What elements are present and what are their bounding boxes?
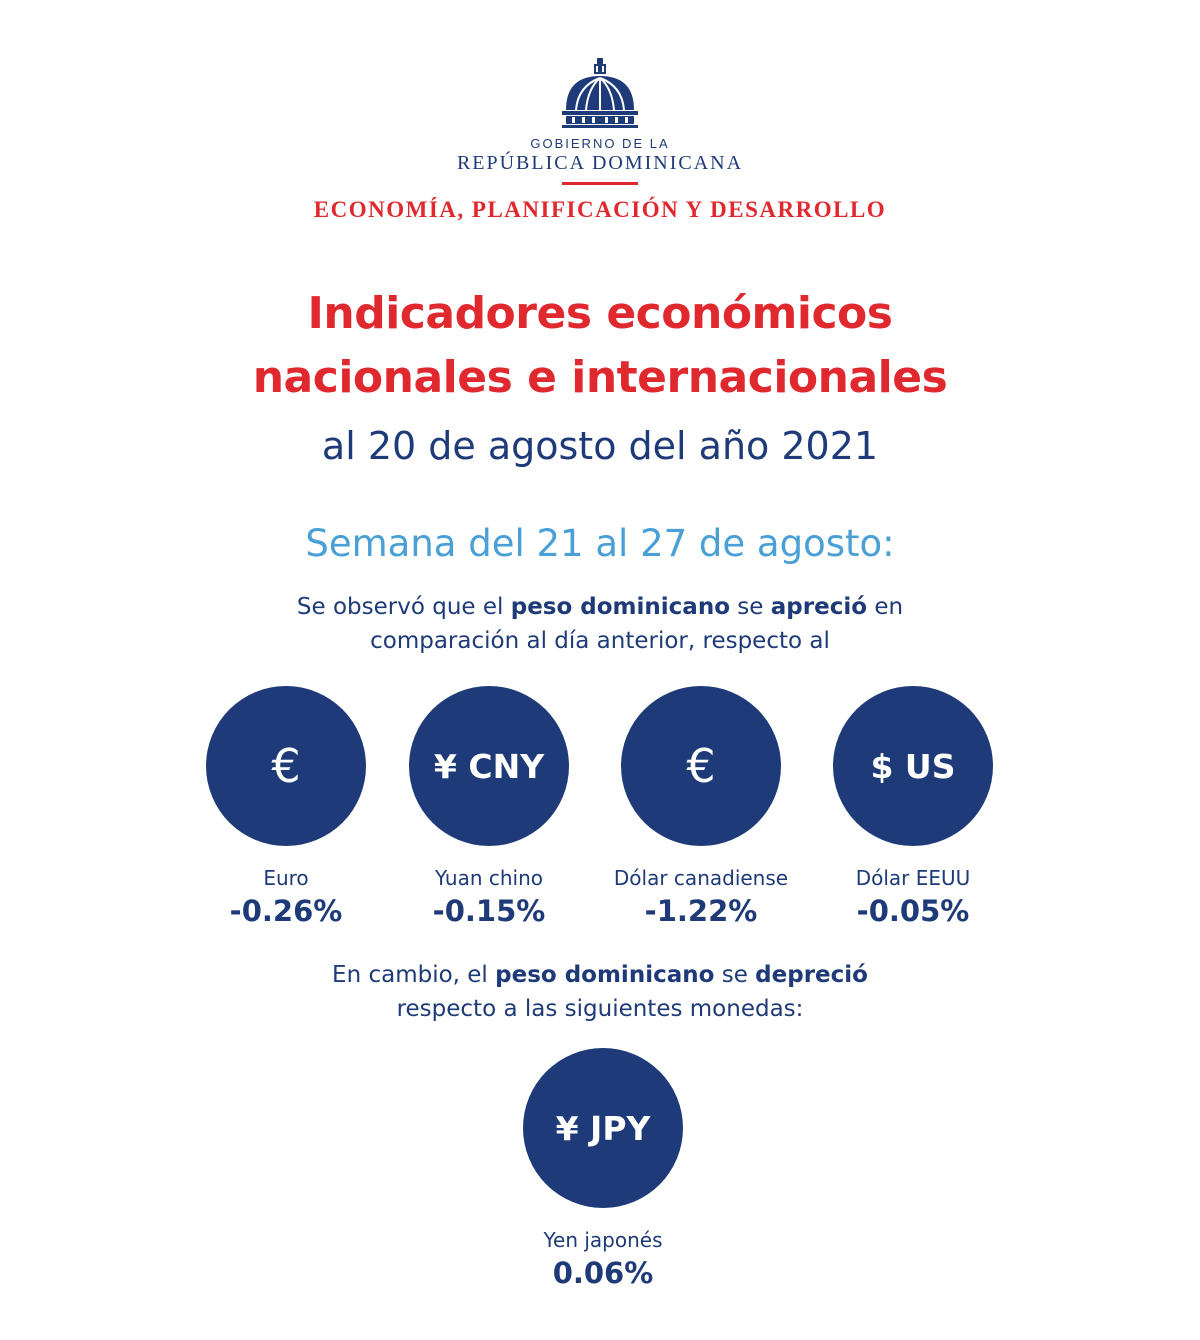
euro-icon: € xyxy=(621,686,781,846)
appreciation-text xyxy=(0,590,1200,658)
page-title-line-1: Indicadores económicos xyxy=(307,288,893,339)
text-segment: comparación al día anterior, respecto al xyxy=(370,628,830,654)
currency-change: -0.26% xyxy=(229,894,343,928)
text-segment: En cambio, el xyxy=(332,962,496,988)
text-segment: se xyxy=(714,962,756,988)
text-segment: se xyxy=(730,594,771,620)
yuan-icon: ¥ CNY xyxy=(409,686,569,846)
report-date: al 20 de agosto del año 2021 xyxy=(321,424,879,468)
divider xyxy=(562,182,638,185)
national-palace-dome-icon xyxy=(560,56,640,128)
currency-jpy xyxy=(483,1048,723,1290)
euro-icon: € xyxy=(206,686,366,846)
depreciation-text xyxy=(0,958,1200,1026)
currency-name: Euro xyxy=(263,866,309,890)
week-heading: Semana del 21 al 27 de agosto: xyxy=(305,522,895,565)
text-segment: apreció xyxy=(770,594,868,620)
currency-cad xyxy=(581,686,821,928)
text-segment: depreció xyxy=(755,962,868,988)
currency-change: -0.15% xyxy=(432,894,546,928)
currency-change: 0.06% xyxy=(552,1256,654,1290)
gov-subtitle: GOBIERNO DE LA xyxy=(530,136,670,151)
currency-change: -0.05% xyxy=(856,894,970,928)
text-segment: respecto a las siguientes monedas: xyxy=(396,996,804,1022)
gov-name: REPÚBLICA DOMINICANA xyxy=(456,152,744,174)
currency-name: Yuan chino xyxy=(434,866,544,890)
page-title-line-2: nacionales e internacionales xyxy=(252,352,948,403)
currency-name: Dólar canadiense xyxy=(613,866,789,890)
text-segment: peso dominicano xyxy=(495,962,715,988)
government-logo xyxy=(0,56,1200,128)
ministry-name: ECONOMÍA, PLANIFICACIÓN Y DESARROLLO xyxy=(313,197,887,222)
currency-name: Dólar EEUU xyxy=(855,866,971,890)
text-segment: en xyxy=(867,594,904,620)
dollar-icon: $ US xyxy=(833,686,993,846)
currency-name: Yen japonés xyxy=(543,1228,663,1252)
text-segment: Se observó que el xyxy=(296,594,511,620)
text-segment: peso dominicano xyxy=(510,594,730,620)
currency-usd xyxy=(793,686,1033,928)
currency-change: -1.22% xyxy=(644,894,758,928)
yen-icon: ¥ JPY xyxy=(523,1048,683,1208)
currency-cny xyxy=(369,686,609,928)
